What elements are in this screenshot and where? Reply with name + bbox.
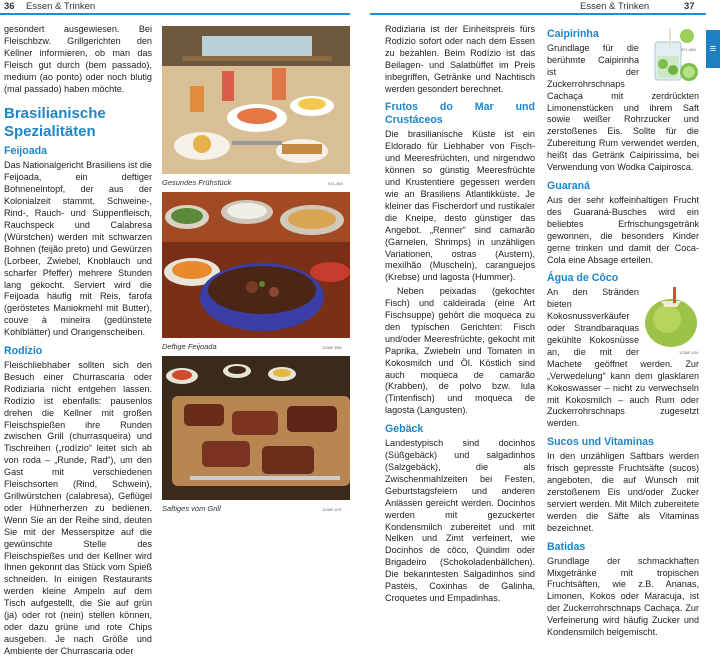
rodizio-heading: Rodízio [4,345,43,358]
breakfast-caption: Gesundes Frühstück [162,178,232,187]
agua-heading: Água de Côco [547,272,619,285]
batidas-paragraph: Grundlage der schmackhaften Mixgetränke mit tropischen Fruchtsäften, wie z.B. Ananas, Limonen, Kokos oder Maracuja, ist der Zuckerrohrschnaps Cachaça. Zur Verfeinerung wird häufig Zucker und Kondensmilch beigemischt. [547,555,699,638]
guarana-heading: Guaraná [547,179,590,192]
left-running-title: Essen & Trinken [26,1,96,12]
left-column-text [4,24,152,660]
grill-caption: Saftiges vom Grill [162,504,221,513]
feijoada-heading: Feijoada [4,145,47,158]
feijoada-credit: 1238F-658 [322,345,342,350]
caipirinha-credit: 921-484 [681,47,696,52]
breakfast-photo [162,26,350,174]
caipirinha-photo [643,26,699,86]
intro-paragraph: gesondert ausgewiesen. Bei Fleischbzw. Grillgerichten den Kellner informieren, ob man das Fleisch gut durch (bem passado), medium (ao ponto) oder noch blutig (mal passado) haben möchte. [4,24,152,94]
feijoada-paragraph: Das Nationalgericht Brasiliens ist die Feijoada, ein deftiger Bohneneintopf, der aus der Kolonialzeit stammt. Schweine-, Rind-, Rauch- und Suppenfleisch, Rauchspeck und Calabresa (Würstchen) werden mit schwarzen Bohnen (feijão preto) und Gewürzen (Lorbeer, Zwiebel, Knoblauch und scharfer Pfeffer) mehrere Stunden lang gekocht. Serviert wird die Feijoada häufig mit Reis, farofa (geröstetes Maniokmehl mit Butter), couve à mineira (gedünstete Kohlblätter) und Orangenscheiben. [4,160,152,338]
right-header-rule [370,13,706,15]
frutos-heading: Frutos do Mar und Crustáceos [385,101,535,127]
frutos-paragraph-1: Die brasilianische Küste ist ein Eldorado für Liebhaber von Fisch- und Meeresfrüchten, und nirgendwo können so günstig Meeresfrüchte und Krustentiere gegessen werden wie an Brasiliens Atlantikküste. Je kleiner das Fischerdorf und rustikaler die Kneipe, desto günstiger das Angebot. „Renner“ sind camarão (Garnelen, Shrimps) in unzähligen Variationen, ostras (Austern), mexilhão (Muscheln), caranguejos (Krebse) und lagosta (Hummer). [385,129,535,283]
geback-heading: Gebäck [385,423,424,436]
rodizio-continuation: Rodiziaria ist der Einheitspreis fürs Rodízio sofort oder nach dem Essen zu bezahlen. Beim Rodízio ist das Beilagen- und Salatbüffet im Preis inbegriffen, Getränke und Nachtisch werden gesondert berechnet. [385,24,535,94]
section-heading: Brasilianische Spezialitäten [4,105,106,141]
right-page-number: 37 [684,1,695,12]
geback-paragraph: Landestypisch sind docinhos (Süßgebäck) und salgadinhos (Salzgebäck), die als Zwischenmahlzeiten bei Festen, Geburtstagsfeiern und anderen Anlässen gereicht werden. Docinhos werden mit gezuckerter Kondensmilch zubereitet und mit Nelken und Zimt verfeinert, wie Docinhos de côco, Quindim oder Brigadeiro (Schokoladenbällchen). Die bekanntesten Salgadinhos sind Pastéis, Coxinhas de Galinha, Croquetes und Empadinhas. [385,438,535,603]
coconut-photo [643,287,699,356]
coconut-credit: 1238F-024 [679,350,699,356]
frutos-paragraph-2: Neben peixadas (gekochter Fisch) und caldeirada (eine Art Fischsuppe) gehört die moqueca zu den typischen Gerichten: Fisch und/oder Meeresfrüchte, gekocht mit Paprika, Zwiebeln und Tomaten in Kokosmilch und Öl. Köstlich sind auch moqueca de camarão (Krabben), de polvo bzw. lula (Tintenfisch) und moqueca de lagosta (Langusten). [385,286,535,416]
grill-credit: 1238F-879 [322,507,342,512]
caipirinha-paragraph: Grundlage für die berühmte Caipirinha ist der Zuckerrohrschnaps Cachaça mit zerdrückten Limonenstücken und ihrem Saft sowie weißer Rohrzucker und zerstoßenes Eis. Sollte für die Zubereitung Rum verwendet werden, heißt das Getränk Caipirissima, bei Verwendung von Wodka Caipirosca. [547,43,699,173]
middle-right-column-text [385,24,535,607]
agua-paragraph: An den Stränden bieten Kokosnussverkäufer oder Strandbaraquas gekühlte Kokosnüsse an, die mit der Machete geöffnet werden. Zur „Verwedelung“ kann dem glasklaren Kokoswasser – nicht zu verwechseln mit Kokosmilch – auch Rum oder Zuckerrohrschnaps zugesetzt werden. [547,287,699,429]
breakfast-illustration [162,26,350,174]
rodizio-paragraph: Fleischliebhaber sollten sich den Besuch einer Churrascaria oder Rodiziaria nicht entgehen lassen. Rodízio ist ebenfalls: pausenlos drehen die Kellner mit großen Fleischspießen ihre Runden zwischen Grill (churrasqueira) und Tischreihen („rodízio“ leitet sich ab von roda – „Runde, Rad“), um den Gast mit verschiedenen Fleischsorten (Rind, Schwein), Grillwürstchen (calabresa), Geflügel oder Hühnerherzen zu bedienen. Wenn Sie an der Reihe sind, deuten Sie mit der Messerspitze auf die gewünschte Stelle des Fleischspießes und der Kellner wird Ihnen gekonnt das Stück vom Spieß schneiden. In einigen Restaurants werden kleine Ampeln auf dem Tisch aufgestellt, die Sie auf grün (ja) oder rot (nein) stellen können, oder dazu grüne und rote Chips ausgeben. Je nach Größe und Ambiente der Churrascaria oder [4,360,152,656]
grill-illustration [162,356,350,500]
breakfast-credit: 921-465 [328,181,343,186]
caipirinha-heading: Caipirinha [547,28,599,40]
caipirinha-illustration [643,26,699,86]
right-column-text [547,26,699,641]
sucos-heading: Sucos und Vitaminas [547,436,654,449]
coconut-illustration [643,287,699,353]
feijoada-illustration [162,192,350,338]
sucos-paragraph: In den unzähligen Saftbars werden frisch gepresste Fruchtsäfte (sucos) angeboten, die auf Wunsch mit zerstoßenem Eis und/oder Zucker serviert werden. Mit Milch zubereitete werden die Säfte als Vitaminas bezeichnet. [547,451,699,533]
left-header-rule [0,13,350,15]
chapter-tab[interactable] [706,30,720,68]
grill-photo [162,356,350,500]
batidas-heading: Batidas [547,540,586,553]
right-running-title: Essen & Trinken [580,1,650,12]
left-page-number: 36 [4,1,15,12]
feijoada-photo [162,192,350,338]
menu-icon: ≡ [709,43,717,55]
guarana-paragraph: Aus der sehr koffeinhaltigen Frucht des Guaraná-Busches wird ein beliebtes Erfrischungsgetränk gewonnen, die besonders Kinder gerne trinken und damit der Coca-Cola eine Absage erteilen. [547,194,699,265]
feijoada-caption: Deftige Feijoada [162,342,217,351]
